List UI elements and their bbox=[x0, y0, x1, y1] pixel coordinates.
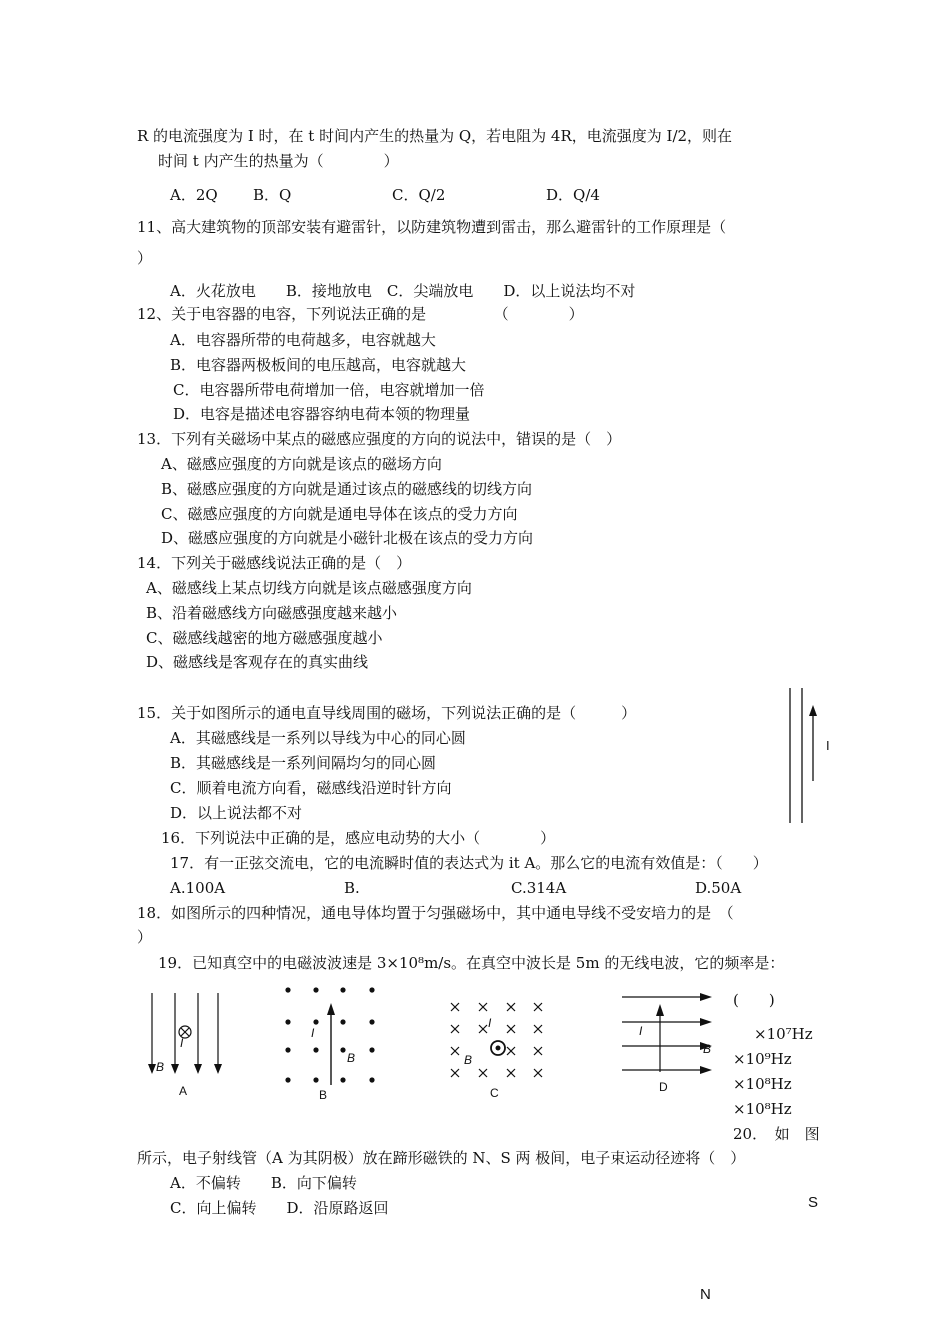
q20-options-ab: A．不偏转 B．向下偏转 bbox=[170, 1174, 357, 1192]
fig-a-current-label: I bbox=[180, 1036, 184, 1050]
q19-option-4: ×10⁸Hz bbox=[733, 1100, 792, 1118]
q12-option-b: B．电容器两极板间的电压越高，电容就越大 bbox=[170, 356, 467, 374]
q15-option-c: C．顺着电流方向看，磁感线沿逆时针方向 bbox=[170, 779, 452, 797]
q19-option-1: ×10⁷Hz bbox=[754, 1025, 813, 1043]
q16-stem: 16．下列说法中正确的是，感应电动势的大小（ ） bbox=[161, 829, 556, 847]
fig-d-field-label: B bbox=[703, 1042, 712, 1056]
q14-option-a: A、磁感线上某点切线方向就是该点磁感强度方向 bbox=[146, 579, 472, 597]
q18-stem-line1: 18．如图所示的四种情况，通电导体均置于匀强磁场中，其中通电导线不受安培力的是 （ bbox=[137, 904, 734, 922]
magnet-n-label: N bbox=[700, 1286, 711, 1303]
fig-c-caption: C bbox=[490, 1086, 499, 1100]
q17-option-b: B. bbox=[344, 879, 360, 897]
q10-stem-line2: 时间 t 内产生的热量为（ ） bbox=[158, 152, 399, 170]
q17-option-d: D.50A bbox=[695, 879, 742, 897]
q17-stem: 17．有一正弦交流电，它的电流瞬时值的表达式为 it A。那么它的电流有效值是：（ ） bbox=[170, 854, 768, 872]
fig-d-caption: D bbox=[659, 1080, 668, 1094]
q14-option-c: C、磁感线越密的地方磁感强度越小 bbox=[146, 629, 383, 647]
q14-stem: 14．下列关于磁感线说法正确的是（ ） bbox=[137, 554, 412, 572]
q17-option-c: C.314A bbox=[511, 879, 567, 897]
q10-option-b: B．Q bbox=[253, 186, 292, 204]
q17-option-a: A.100A bbox=[170, 879, 226, 897]
q11-stem-line1: 11、高大建筑物的顶部安装有避雷针，以防建筑物遭到雷击，那么避雷针的工作原理是（ bbox=[137, 218, 727, 236]
q15-wire-figure bbox=[780, 685, 840, 825]
q15-option-d: D．以上说法都不对 bbox=[170, 804, 303, 822]
q19-answer-paren: ( ) bbox=[733, 991, 775, 1009]
q10-stem-line1: R 的电流强度为 I 时，在 t 时间内产生的热量为 Q，若电阻为 4R，电流强度为 I/2，则在 bbox=[137, 127, 733, 145]
fig-d bbox=[620, 990, 720, 1080]
fig-b-field-label: B bbox=[347, 1051, 356, 1065]
fig-d-current-label: I bbox=[639, 1024, 643, 1038]
fig-c-current-label: I bbox=[488, 1016, 492, 1030]
q13-option-d: D、磁感应强度的方向就是小磁针北极在该点的受力方向 bbox=[161, 529, 534, 547]
q11-options: A．火花放电 B．接地放电 C．尖端放电 D．以上说法均不对 bbox=[170, 282, 636, 300]
q13-option-a: A、磁感应强度的方向就是该点的磁场方向 bbox=[161, 455, 442, 473]
q13-option-b: B、磁感应强度的方向就是通过该点的磁感线的切线方向 bbox=[161, 480, 533, 498]
q11-stem-line2: ） bbox=[137, 249, 153, 267]
fig-b-caption: B bbox=[319, 1088, 328, 1102]
fig-b-current-label: I bbox=[311, 1026, 315, 1040]
fig-b bbox=[280, 985, 390, 1085]
q15-option-b: B．其磁感线是一系列间隔均匀的同心圆 bbox=[170, 754, 437, 772]
q10-option-d: D．Q/4 bbox=[546, 186, 600, 204]
q15-current-label: I bbox=[826, 738, 830, 753]
current-arrowhead bbox=[809, 705, 817, 716]
q19-option-2: ×10⁹Hz bbox=[733, 1050, 792, 1068]
q10-option-a: A．2Q bbox=[170, 186, 218, 204]
fig-a-field-label: B bbox=[156, 1060, 165, 1074]
q12-option-c: C．电容器所带电荷增加一倍，电容就增加一倍 bbox=[173, 381, 485, 399]
q12-stem: 12、关于电容器的电容，下列说法正确的是 （ ） bbox=[137, 305, 584, 323]
fig-a-caption: A bbox=[179, 1084, 188, 1098]
fig-c bbox=[445, 995, 555, 1085]
q12-option-a: A．电容器所带的电荷越多，电容就越大 bbox=[170, 331, 436, 349]
q19-stem: 19．已知真空中的电磁波波速是 3×10⁸m/s。在真空中波长是 5m 的无线电波，它的频率是： bbox=[158, 954, 785, 972]
q10-option-c: C．Q/2 bbox=[392, 186, 446, 204]
q15-stem: 15．关于如图所示的通电直导线周围的磁场，下列说法正确的是（ ） bbox=[137, 704, 637, 722]
q20-stem-start: 20． 如 图 bbox=[733, 1125, 820, 1143]
q14-option-b: B、沿着磁感线方向磁感强度越来越小 bbox=[146, 604, 398, 622]
q20-options-cd: C．向上偏转 D．沿原路返回 bbox=[170, 1199, 389, 1217]
q13-option-c: C、磁感应强度的方向就是通电导体在该点的受力方向 bbox=[161, 505, 518, 523]
q13-stem: 13．下列有关磁场中某点的磁感应强度的方向的说法中，错误的是（ ） bbox=[137, 430, 622, 448]
q12-option-d: D．电容是描述电容器容纳电荷本领的物理量 bbox=[173, 405, 471, 423]
fig-c-field-label: B bbox=[464, 1053, 473, 1067]
q19-option-3: ×10⁸Hz bbox=[733, 1075, 792, 1093]
magnet-s-label: S bbox=[808, 1194, 819, 1211]
q18-stem-line2: ） bbox=[137, 928, 153, 946]
q14-option-d: D、磁感线是客观存在的真实曲线 bbox=[146, 653, 369, 671]
q20-stem: 所示，电子射线管（A 为其阴极）放在蹄形磁铁的 N、S 两 极间，电子束运动径迹将（ ） bbox=[137, 1149, 746, 1167]
q15-option-a: A．其磁感线是一系列以导线为中心的同心圆 bbox=[170, 729, 466, 747]
